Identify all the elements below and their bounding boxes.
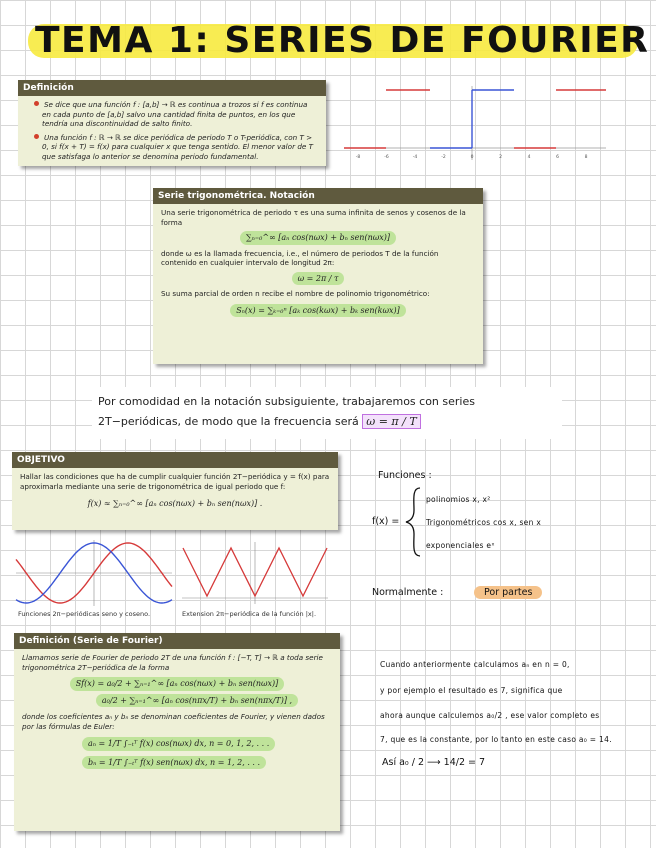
note-para2: y por ejemplo el resultado es 7, significa que (380, 686, 563, 695)
serie-trig-block (153, 188, 483, 364)
fourier-eq2: a₀/2 + ∑ₙ₌₁^∞ [aₙ cos(nπx/T) + bₙ sen(nπx/T)] , (96, 694, 298, 708)
fourier-heading: Definición (Serie de Fourier) (14, 633, 340, 649)
note-normalmente: Normalmente : (372, 587, 444, 598)
objetivo-heading: OBJETIVO (12, 452, 338, 468)
objetivo-eq: f(x) ≈ ∑ₙ₌₀^∞ [aₙ cos(nωx) + bₙ sen(nωx)] . (87, 499, 263, 508)
step-tick-label: 0 (470, 155, 474, 160)
note-para5: Así a₀ / 2 ⟶ 14/2 = 7 (382, 757, 486, 768)
objetivo-block (12, 452, 338, 530)
step-tick-label: 2 (499, 155, 502, 160)
comodidad-formula: ω = π / T (362, 414, 420, 429)
fourier-eq3: aₙ = 1/T ∫₋ₜᵀ f(x) cos(nωx) dx, n = 0, 1, 2, . . . (82, 737, 275, 751)
serie-trig-p1: Una serie trigonométrica de periodo τ es una suma infinita de senos y cosenos de la forma (161, 208, 466, 227)
step-tick-label: -4 (412, 155, 418, 160)
step-tick-label: -2 (441, 155, 446, 160)
note-brace (404, 486, 424, 558)
definicion-bullet-1: Se dice que una función f : [a,b] → ℝ es continua a trozos si f es continua en cada punto de [a,b] salvo una cantidad finita de puntos, en los que tendría una discontinuidad de salto finito. (34, 100, 318, 129)
step-plot-axes (344, 86, 606, 160)
objetivo-text: Hallar las condiciones que ha de cumplir cualquier función 2T−periódica y = f(x) para aproximarla mediante una serie de trigonométrica de igual periodo que f: (20, 472, 330, 491)
step-function-plot (334, 80, 614, 166)
page-title: TEMA 1: SERIES DE FOURIER (35, 20, 650, 61)
fourier-eq4: bₙ = 1/T ∫₋ₜᵀ f(x) sen(nωx) dx, n = 1, 2, . . . (82, 756, 266, 770)
abs-extension-plot (180, 540, 330, 606)
step-tick-label: -6 (384, 155, 389, 160)
fourier-block (14, 633, 340, 831)
caption-left: Funciones 2π−periódicas seno y coseno. (18, 610, 151, 618)
step-tick-label: 4 (527, 155, 531, 160)
note-por-partes: Por partes (474, 586, 542, 599)
caption-right: Extension 2π−periódica de la función |x|. (182, 610, 317, 618)
serie-trig-heading: Serie trigonométrica. Notación (153, 188, 483, 204)
definicion-block (18, 80, 326, 166)
comodidad-line2: 2T−periódicas, de modo que la frecuencia será (98, 415, 359, 428)
serie-trig-p2: donde ω es la llamada frecuencia, i.e., el número de periodos T de la función contenido en cualquier intervalo de longitud 2π: (161, 248, 439, 267)
note-row2: Trigonométricos cos x, sen x (426, 518, 542, 527)
note-para1: Cuando anteriormente calculamos aₙ en n = 0, (380, 660, 570, 669)
serie-trig-p3: Su suma parcial de orden n recibe el nombre de polinomio trigonométrico: (161, 289, 430, 298)
comodidad-box (92, 387, 562, 439)
fourier-eq1: Sf(x) = a₀/2 + ∑ₙ₌₁^∞ [aₙ cos(nωx) + bₙ sen(nωx)] (70, 677, 285, 691)
note-para4: 7, que es la constante, por lo tanto en este caso a₀ = 14. (380, 735, 612, 744)
step-tick-label: -8 (355, 155, 361, 160)
note-funciones-label: Funciones : (378, 470, 432, 481)
note-fx: f(x) = (372, 516, 400, 527)
note-row3: exponenciales eˣ (426, 541, 495, 550)
definicion-bullet-2: Una función f : ℝ → ℝ se dice periódica de periodo T o T-periódica, con T > 0, si f(x + T) = f(x) para cualquier x que tenga sentido. El menor valor de T que satisfaga lo anterior se denomina periodo fundamental. (34, 133, 318, 162)
step-tick-label: 6 (556, 155, 559, 160)
note-row1: polinomios x, x² (426, 495, 491, 504)
comodidad-line1: Por comodidad en la notación subsiguiente, trabajaremos con series (98, 395, 475, 408)
step-tick-label: 8 (584, 155, 588, 160)
step-plot-series (344, 90, 606, 148)
fourier-text2: donde los coeficientes aₙ y bₙ se denominan coeficientes de Fourier, y vienen dados por las fórmulas de Euler: (22, 712, 325, 731)
serie-trig-eq1: ∑ₙ₌₀^∞ [aₙ cos(nωx) + bₙ sen(nωx)] (240, 231, 396, 245)
fourier-text: Llamamos serie de Fourier de periodo 2T de una función f : [−T, T] → ℝ a toda serie trigonométrica 2T−periódica de la forma (22, 653, 323, 672)
step-plot-ticks (356, 154, 588, 160)
definicion-heading: Definición (18, 80, 326, 96)
serie-trig-eq2: ω = 2π / τ (292, 272, 345, 286)
note-para3: ahora aunque calculemos a₀/2 , ese valor completo es (380, 711, 600, 720)
serie-trig-eq3: Sₙ(x) = ∑ₖ₌₀ⁿ [aₖ cos(kωx) + bₖ sen(kωx)] (230, 304, 406, 318)
sine-cosine-plot (14, 538, 174, 608)
